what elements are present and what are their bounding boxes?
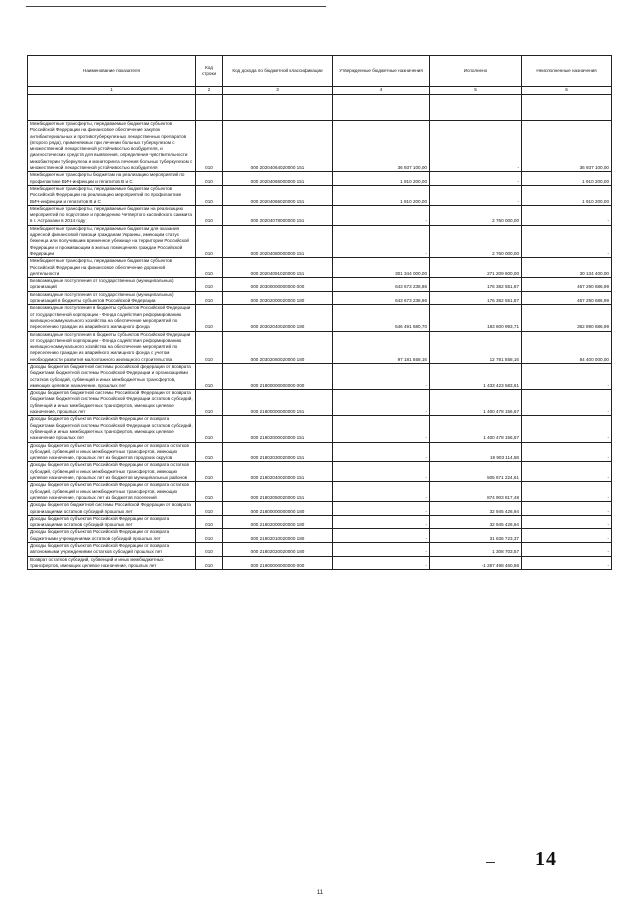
row-name-cell: Возврат остатков субсидий, субвенций и иных межбюджетных трансфертов, имеющих целевое назначение, прошлых лет bbox=[28, 556, 196, 570]
row-executed-cell: 176 382 551,87 bbox=[430, 278, 522, 292]
row-code-cell: 010 bbox=[196, 482, 223, 502]
row-executed-cell: 1 433 423 583,61 bbox=[430, 363, 522, 389]
header-bkd: Код дохода по бюджетной классификации bbox=[223, 56, 333, 87]
row-name-cell: Безвозмездные поступления от государственных (муниципальных) организаций bbox=[28, 278, 196, 292]
row-name-cell: Доходы бюджетов субъектов Российской Федерации от возврата остатков субсидий, субвенций и иных межбюджетных трансфертов, имеющих целевое назначение, прошлых лет из бюджетов городских округов bbox=[28, 442, 196, 462]
row-executed-cell: 1 308 703,57 bbox=[430, 543, 522, 557]
row-name-cell: Межбюджетные трансферты, передаваемые бюджетам на реализацию мероприятий по подготовке и проведению Четвертого каспийского саммита в г. Астрахани в 2014 году bbox=[28, 205, 196, 225]
column-number: 5 bbox=[430, 87, 522, 95]
row-executed-cell: 183 600 993,71 bbox=[430, 305, 522, 331]
row-approved-cell: 301 344 000,00 bbox=[333, 258, 430, 278]
spacer-row bbox=[28, 95, 612, 121]
row-executed-cell: 1 400 478 156,67 bbox=[430, 390, 522, 416]
row-unexecuted-cell: - bbox=[522, 225, 612, 257]
row-unexecuted-cell: - bbox=[522, 482, 612, 502]
row-name-cell: Межбюджетные трансферты, передаваемые бюджетам субъектов Российской Федерации на финансовое обеспечение дорожной деятельности bbox=[28, 258, 196, 278]
row-code-cell: 010 bbox=[196, 205, 223, 225]
row-code-cell: 010 bbox=[196, 258, 223, 278]
row-name-cell: Безвозмездные поступления от государственных (муниципальных) организаций в бюджеты субъектов Российской Федерации bbox=[28, 291, 196, 305]
row-unexecuted-cell: 84 400 000,00 bbox=[522, 331, 612, 363]
row-code-cell: 010 bbox=[196, 529, 223, 543]
header-row bbox=[28, 56, 612, 87]
row-executed-cell: - bbox=[430, 172, 522, 186]
row-bkd-cell: 000 21800000000000 180 bbox=[223, 502, 333, 516]
row-name-cell: Доходы бюджетов субъектов Российской Федерации от возврата бюджетами бюджетной системы Российской Федерации остатков субсидий, субвенций и иных межбюджетных трансфертов, имеющих целевое назначение прошлых лет bbox=[28, 416, 196, 442]
row-bkd-cell: 000 20300000000000 000 bbox=[223, 278, 333, 292]
table-row bbox=[28, 258, 612, 278]
table-row bbox=[28, 331, 612, 363]
row-unexecuted-cell: - bbox=[522, 502, 612, 516]
row-unexecuted-cell: 36 937 100,00 bbox=[522, 121, 612, 172]
table-row bbox=[28, 185, 612, 205]
header-code: Код строки bbox=[196, 56, 223, 87]
header-unexecuted: Неисполненные назначения bbox=[522, 56, 612, 87]
row-code-cell: 010 bbox=[196, 416, 223, 442]
row-approved-cell: - bbox=[333, 416, 430, 442]
row-approved-cell: - bbox=[333, 515, 430, 529]
table-row bbox=[28, 502, 612, 516]
row-unexecuted-cell: - bbox=[522, 363, 612, 389]
row-name-cell: Доходы бюджетов субъектов Российской Федерации от возврата бюджетными учреждениями остатков субсидий прошлых лет bbox=[28, 529, 196, 543]
row-unexecuted-cell: - bbox=[522, 442, 612, 462]
row-executed-cell: 874 903 817,48 bbox=[430, 482, 522, 502]
row-executed-cell: 1 400 478 156,67 bbox=[430, 416, 522, 442]
corner-number: 14 bbox=[535, 848, 557, 870]
row-approved-cell: - bbox=[333, 442, 430, 462]
row-executed-cell: 505 671 224,61 bbox=[430, 462, 522, 482]
row-name-cell: Доходы бюджетов бюджетной системы Российской Федерации от возврата организациями остатков субсидий прошлых лет bbox=[28, 502, 196, 516]
row-approved-cell: 643 673 238,86 bbox=[333, 278, 430, 292]
table-body bbox=[28, 87, 612, 570]
row-unexecuted-cell: 467 290 686,99 bbox=[522, 278, 612, 292]
column-number: 2 bbox=[196, 87, 223, 95]
row-unexecuted-cell: 1 910 200,00 bbox=[522, 185, 612, 205]
row-approved-cell: 36 937 100,00 bbox=[333, 121, 430, 172]
row-executed-cell: 31 636 723,37 bbox=[430, 529, 522, 543]
row-approved-cell: - bbox=[333, 205, 430, 225]
row-code-cell: 010 bbox=[196, 305, 223, 331]
row-approved-cell: - bbox=[333, 363, 430, 389]
row-unexecuted-cell: - bbox=[522, 543, 612, 557]
row-approved-cell: - bbox=[333, 482, 430, 502]
row-executed-cell: 32 945 426,94 bbox=[430, 515, 522, 529]
row-approved-cell: - bbox=[333, 556, 430, 570]
table-row bbox=[28, 390, 612, 416]
header-approved: Утвержденные бюджетные назначения bbox=[333, 56, 430, 87]
row-code-cell: 010 bbox=[196, 225, 223, 257]
table-row bbox=[28, 172, 612, 186]
row-bkd-cell: 000 20204066000000 151 bbox=[223, 172, 333, 186]
top-rule bbox=[26, 6, 326, 7]
row-name-cell: Доходы бюджетов субъектов Российской Федерации от возврата организациями остатков субсидий прошлых лет bbox=[28, 515, 196, 529]
row-name-cell: Безвозмездные поступления в бюджеты субъектов Российской Федерации от государственной корпорации - Фонда содействия реформированию жилищно-коммунального хозяйства на обеспечение мероприятий по переселению граждан из аварийного жилищного фонда с учетом необходимости развития малоэтажного жилищного строительства bbox=[28, 331, 196, 363]
table-row bbox=[28, 291, 612, 305]
row-bkd-cell: 000 20204066020000 151 bbox=[223, 185, 333, 205]
table-row bbox=[28, 529, 612, 543]
column-number: 4 bbox=[333, 87, 430, 95]
row-bkd-cell: 000 21802040020000 151 bbox=[223, 462, 333, 482]
row-bkd-cell: 000 20302040020000 180 bbox=[223, 305, 333, 331]
row-unexecuted-cell: 467 290 686,99 bbox=[522, 291, 612, 305]
row-unexecuted-cell: 362 890 686,99 bbox=[522, 305, 612, 331]
row-approved-cell: - bbox=[333, 390, 430, 416]
row-code-cell: 010 bbox=[196, 291, 223, 305]
row-code-cell: 010 bbox=[196, 556, 223, 570]
row-executed-cell: -1 267 498 460,56 bbox=[430, 556, 522, 570]
row-bkd-cell: 000 20204064020000 151 bbox=[223, 121, 333, 172]
row-unexecuted-cell: - bbox=[522, 462, 612, 482]
row-executed-cell: 176 382 551,87 bbox=[430, 291, 522, 305]
row-executed-cell: - bbox=[430, 121, 522, 172]
row-code-cell: 010 bbox=[196, 185, 223, 205]
row-executed-cell: - bbox=[430, 185, 522, 205]
table-row bbox=[28, 442, 612, 462]
table-row bbox=[28, 462, 612, 482]
row-bkd-cell: 000 21802000020000 151 bbox=[223, 416, 333, 442]
row-code-cell: 010 bbox=[196, 515, 223, 529]
row-bkd-cell: 000 21800000000000 151 bbox=[223, 390, 333, 416]
row-name-cell: Доходы бюджетов бюджетной системы российской федерации от возврата бюджетами бюджетной системы Российской Федерации и организациями остатков субсидий, субвенций и иных межбюджетных трансфертов, имеющих целевое назначение, прошлых лет bbox=[28, 363, 196, 389]
row-unexecuted-cell: - bbox=[522, 515, 612, 529]
row-unexecuted-cell: 1 910 200,00 bbox=[522, 172, 612, 186]
row-bkd-cell: 000 21800000000000 000 bbox=[223, 363, 333, 389]
header-name: Наименование показателя bbox=[28, 56, 196, 87]
row-code-cell: 010 bbox=[196, 462, 223, 482]
column-number: 1 bbox=[28, 87, 196, 95]
row-executed-cell: 19 903 114,58 bbox=[430, 442, 522, 462]
row-approved-cell: 1 910 200,00 bbox=[333, 185, 430, 205]
table-row bbox=[28, 305, 612, 331]
row-name-cell: Доходы бюджетов субъектов Российской Федерации от возврата остатков субсидий, субвенций и иных межбюджетных трансфертов, имеющих целевое назначение, прошлых лет из бюджетов поселений bbox=[28, 482, 196, 502]
row-name-cell: Доходы бюджетов бюджетной системы Российской Федерации от возврата бюджетами бюджетной системы Российской Федерации остатков субсидий, субвенций и иных межбюджетных трансфертов, имеющих целевое назначение, прошлых лет bbox=[28, 390, 196, 416]
row-approved-cell: 643 673 238,86 bbox=[333, 291, 430, 305]
table-row bbox=[28, 278, 612, 292]
row-approved-cell: - bbox=[333, 502, 430, 516]
column-number: 3 bbox=[223, 87, 333, 95]
row-bkd-cell: 000 20204091020000 151 bbox=[223, 258, 333, 278]
row-bkd-cell: 000 21802000020000 180 bbox=[223, 515, 333, 529]
row-executed-cell: 2 760 000,00 bbox=[430, 225, 522, 257]
row-name-cell: Межбюджетные трансферты, передаваемые бюджетам субъектов Российской Федерации на финансовое обеспечение закупок антибактериальных и противотуберкулезных лекарственных препаратов (второго ряда), применяемых при лечении больных туберкулезом с множественной лекарственной устойчивостью возбудителя, и диагностических средств для выявления, определения чувствительности микобактерии туберкулеза и мониторинга лечения больных туберкулезом с множественной лекарственной устойчивостью возбудителя bbox=[28, 121, 196, 172]
row-bkd-cell: 000 21900000000000 000 bbox=[223, 556, 333, 570]
row-code-cell: 010 bbox=[196, 278, 223, 292]
table-row bbox=[28, 121, 612, 172]
row-code-cell: 010 bbox=[196, 543, 223, 557]
table-row bbox=[28, 556, 612, 570]
row-unexecuted-cell: - bbox=[522, 205, 612, 225]
row-bkd-cell: 000 21802010020000 180 bbox=[223, 529, 333, 543]
report-table bbox=[27, 55, 612, 570]
row-unexecuted-cell: - bbox=[522, 529, 612, 543]
row-code-cell: 010 bbox=[196, 442, 223, 462]
row-code-cell: 010 bbox=[196, 331, 223, 363]
row-approved-cell: - bbox=[333, 462, 430, 482]
row-name-cell: Межбюджетные трансферты, передаваемые бюджетам для оказания адресной финансовой помощи гражданам Украины, имеющим статус беженца или получившим временное убежище на территории Российской Федерации и проживающим в жилых помещениях граждан Российской Федерации bbox=[28, 225, 196, 257]
header-executed: Исполнено bbox=[430, 56, 522, 87]
row-code-cell: 010 bbox=[196, 121, 223, 172]
row-code-cell: 010 bbox=[196, 363, 223, 389]
row-approved-cell: 97 181 558,16 bbox=[333, 331, 430, 363]
row-bkd-cell: 000 20302060020000 180 bbox=[223, 331, 333, 363]
table-row bbox=[28, 225, 612, 257]
row-approved-cell: - bbox=[333, 529, 430, 543]
row-approved-cell: 1 910 200,00 bbox=[333, 172, 430, 186]
table-row bbox=[28, 363, 612, 389]
row-executed-cell: 12 781 558,16 bbox=[430, 331, 522, 363]
row-approved-cell: - bbox=[333, 543, 430, 557]
row-code-cell: 010 bbox=[196, 502, 223, 516]
column-number: 6 bbox=[522, 87, 612, 95]
corner-mark bbox=[486, 862, 495, 863]
row-name-cell: Безвозмездные поступления в бюджеты субъектов Российской Федерации от государственной корпорации - Фонда содействия реформированию жилищно-коммунального хозяйства на обеспечение мероприятий по переселению граждан из аварийного жилищного фонда bbox=[28, 305, 196, 331]
row-unexecuted-cell: - bbox=[522, 556, 612, 570]
table-row bbox=[28, 482, 612, 502]
row-unexecuted-cell: 30 134 400,00 bbox=[522, 258, 612, 278]
row-code-cell: 010 bbox=[196, 172, 223, 186]
row-bkd-cell: 000 21802020020000 180 bbox=[223, 543, 333, 557]
row-executed-cell: 271 209 600,00 bbox=[430, 258, 522, 278]
row-bkd-cell: 000 20302000020000 180 bbox=[223, 291, 333, 305]
row-bkd-cell: 000 20204078000000 151 bbox=[223, 205, 333, 225]
row-bkd-cell: 000 21802030020000 151 bbox=[223, 442, 333, 462]
row-name-cell: Доходы бюджетов субъектов Российской Федерации от возврата автономными учреждениями остатков субсидий прошлых лет bbox=[28, 543, 196, 557]
row-approved-cell: - bbox=[333, 225, 430, 257]
table-row bbox=[28, 543, 612, 557]
page-number: 11 bbox=[316, 890, 324, 896]
row-unexecuted-cell: - bbox=[522, 390, 612, 416]
row-approved-cell: 546 491 680,70 bbox=[333, 305, 430, 331]
row-executed-cell: 2 760 000,00 bbox=[430, 205, 522, 225]
column-numbers-row bbox=[28, 87, 612, 95]
row-unexecuted-cell: - bbox=[522, 416, 612, 442]
table-header bbox=[28, 56, 612, 87]
row-code-cell: 010 bbox=[196, 390, 223, 416]
table-row bbox=[28, 205, 612, 225]
row-bkd-cell: 000 20204080000000 151 bbox=[223, 225, 333, 257]
row-executed-cell: 32 945 426,94 bbox=[430, 502, 522, 516]
table-row bbox=[28, 416, 612, 442]
row-name-cell: Доходы бюджетов субъектов Российской Федерации от возврата остатков субсидий, субвенций и иных межбюджетных трансфертов, имеющих целевое назначение, прошлых лет из бюджетов муниципальных районов bbox=[28, 462, 196, 482]
table-row bbox=[28, 515, 612, 529]
row-name-cell: Межбюджетные трансферты бюджетам на реализацию мероприятий по профилактике ВИЧ-инфекции и гепатитов B и C bbox=[28, 172, 196, 186]
row-bkd-cell: 000 21802050020000 151 bbox=[223, 482, 333, 502]
row-name-cell: Межбюджетные трансферты, передаваемые бюджетам субъектов Российской Федерации на реализацию мероприятий по профилактике ВИЧ-инфекции и гепатитов B и C bbox=[28, 185, 196, 205]
